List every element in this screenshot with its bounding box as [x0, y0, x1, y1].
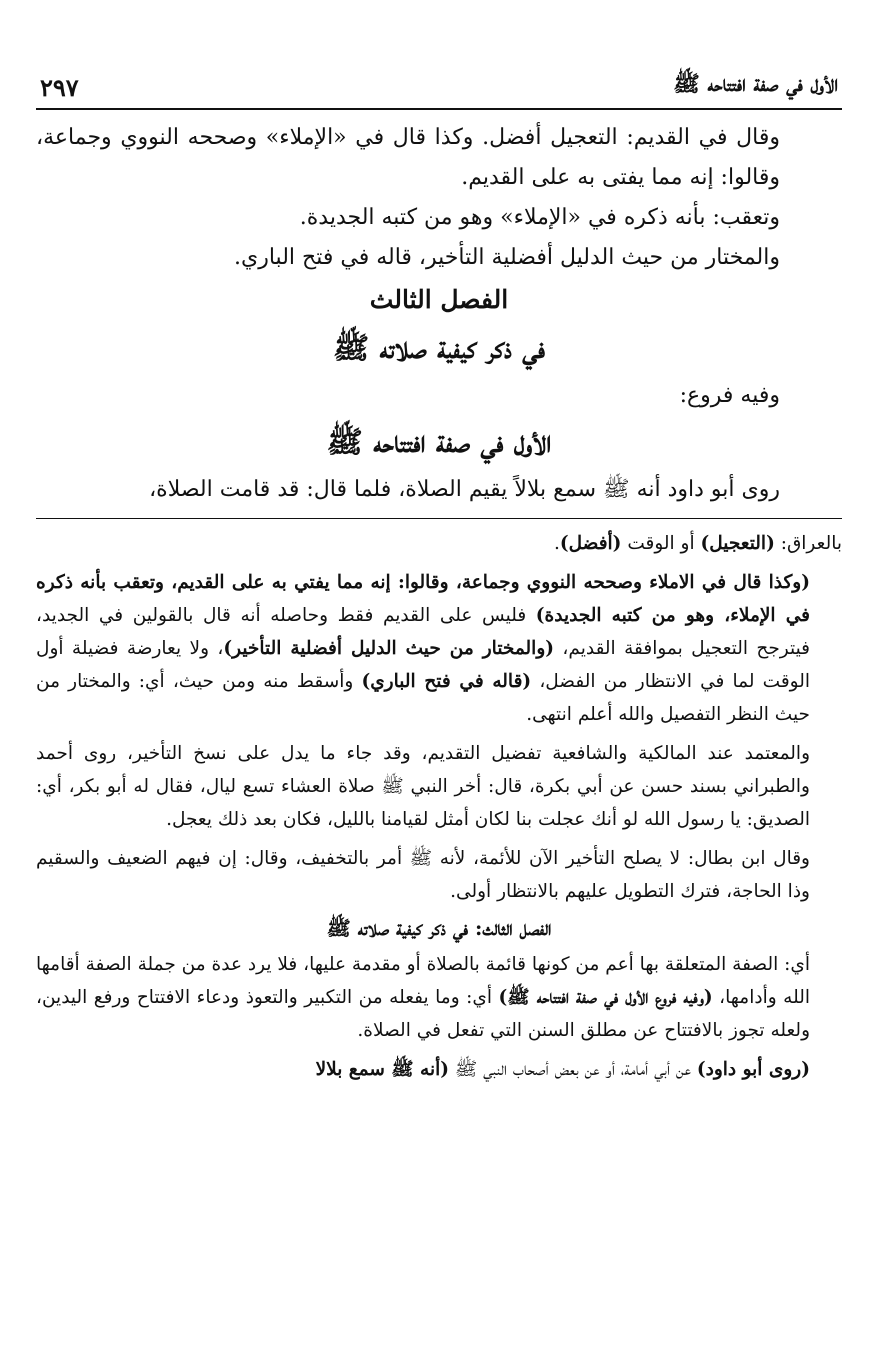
running-title: الأول في صفة افتتاحه ﷺ [673, 71, 838, 97]
chapter-title: في ذكر كيفية صلاته ﷺ [332, 331, 546, 366]
branches-intro: وفيه فروع: [679, 383, 780, 408]
commentary-paragraph-2: (وكذا قال في الاملاء وصححه النووي وجماعة، وقالوا: إنه مما يفتي به على القديم، وتعقب بأنه ذكره في الإملاء، وهو من كتبه الجديدة) فليس على القديم فقط وحاصله أنه قال بالقولين في الجديد، فيترجح التعجيل بموافقة القديم، (والمختار من حيث الدليل أفضلية التأخير)، ولا يعارضة فضيلة أول الوقت لما في الانتظار من الفضل، (قاله في فتح الباري) وأسقط منه ومن حيث، أي: والمختار من حيث النظر التفصيل والله أعلم انتهى. [36, 572, 811, 725]
commentary-heading: الفصل الثالث: في ذكر كيفية صلاته ﷺ [326, 916, 552, 940]
main-paragraph-4: روى أبو داود أنه ﷺ سمع بلالاً يقيم الصلاة، فلما قال: قد قامت الصلاة، [149, 477, 780, 502]
commentary [36, 527, 842, 1086]
main-text [36, 110, 842, 510]
page-number: ٢٩٧ [40, 73, 79, 102]
commentary-paragraph-1: بالعراق: (التعجيل) أو الوقت (أفضل). [554, 533, 842, 554]
commentary-paragraph-3: والمعتمد عند المالكية والشافعية تفضيل التقديم، وقد جاء ما يدل على نسخ التأخير، روى أحمد والطبراني بسند حسن عن أبي بكرة، قال: أخر النبي ﷺ صلاة العشاء تسع ليال، فقال له أبو بكر، أي: الصديق: يا رسول الله لو أنك عجلت بنا لكان أمثل لقيامنا بالليل، فكان بعد ذلك يعجل. [36, 743, 810, 830]
main-paragraph-1: وقال في القديم: التعجيل أفضل. وكذا قال في «الإملاء» وصححه النووي وجماعة، وقالوا: إنه مما يفتى به على القديم. [36, 125, 780, 190]
book-page [36, 58, 842, 1086]
page-header [36, 58, 842, 110]
commentary-paragraph-4: وقال ابن بطال: لا يصلح التأخير الآن للأئمة، لأنه ﷺ أمر بالتخفيف، وقال: إن فيهم الضعيف والسقيم وذا الحاجة، فترك التطويل عليهم بالانتظار أولى. [36, 848, 810, 902]
commentary-paragraph-5: أي: الصفة المتعلقة بها أعم من كونها قائمة بالصلاة أو مقدمة عليها، فلا يرد عدة من جملة الصفة أقامها الله وأدامها، (وفيه فروع الأول في صفة افتتاحه ﷺ) أي: وما يفعله من التكبير والتعوذ ودعاء الافتتاح ورفع اليدين، ولعله تجوز بالافتتاح عن مطلق السنن التي تفعل في الصلاة. [36, 954, 810, 1041]
main-paragraph-3: والمختار من حيث الدليل أفضلية التأخير، قاله في فتح الباري. [234, 245, 780, 270]
main-paragraph-2: وتعقب: بأنه ذكره في «الإملاء» وهو من كتبه الجديدة. [299, 205, 780, 230]
branch-title: الأول في صفة افتتاحه ﷺ [326, 425, 552, 460]
commentary-paragraph-6: (روى أبو داود) عن أبي أمامة، أو عن بعض أصحاب النبي ﷺ (أنه ﷺ سمع بلالا [315, 1059, 810, 1080]
footnote-divider [36, 518, 842, 519]
chapter-heading: الفصل الثالث [369, 285, 509, 314]
